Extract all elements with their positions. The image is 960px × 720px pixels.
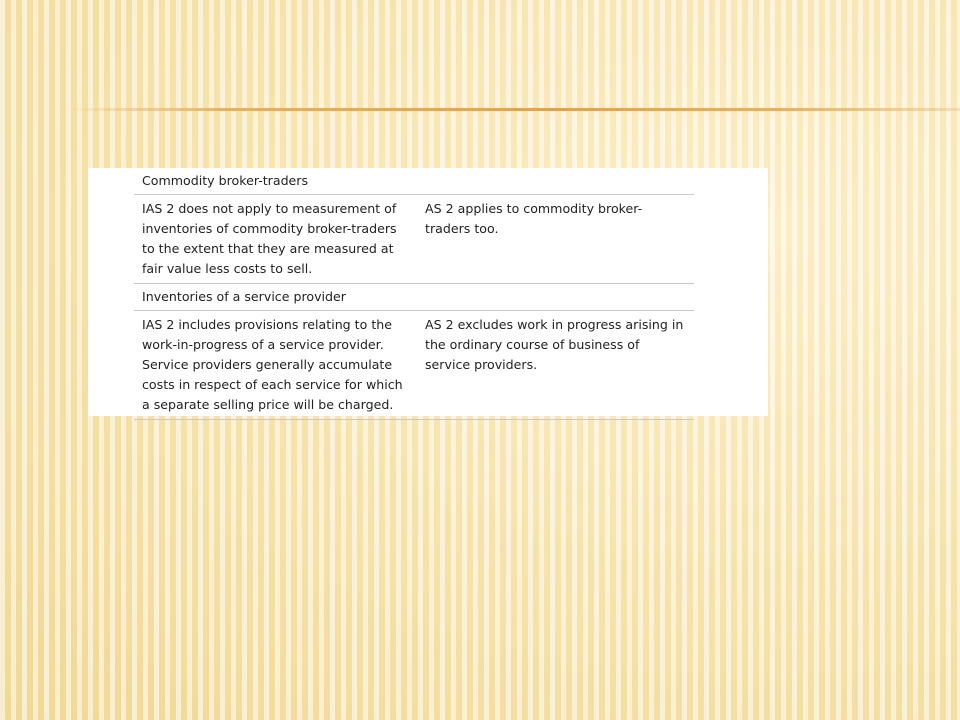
section-heading: Commodity broker-traders — [134, 168, 694, 195]
table-row — [134, 195, 694, 284]
ias-2-cell: IAS 2 does not apply to measurement of inventories of commodity broker-traders to the extent that they are measured at fair value less costs to sell. — [134, 195, 412, 284]
table-row — [134, 311, 694, 420]
section-heading-row — [134, 284, 694, 311]
comparison-panel — [88, 168, 768, 416]
ias-2-cell: IAS 2 includes provisions relating to the work-in-progress of a service provider. Service providers generally accumulate costs in respect of each service for which a separate selling price will be charged. — [134, 311, 412, 420]
title-divider-line — [64, 108, 960, 111]
as-2-cell: AS 2 excludes work in progress arising in the ordinary course of business of service providers. — [412, 311, 694, 420]
section-heading-row — [134, 168, 694, 195]
as-2-cell: AS 2 applies to commodity broker-traders too. — [412, 195, 694, 284]
section-heading: Inventories of a service provider — [134, 284, 694, 311]
comparison-table — [134, 168, 694, 420]
